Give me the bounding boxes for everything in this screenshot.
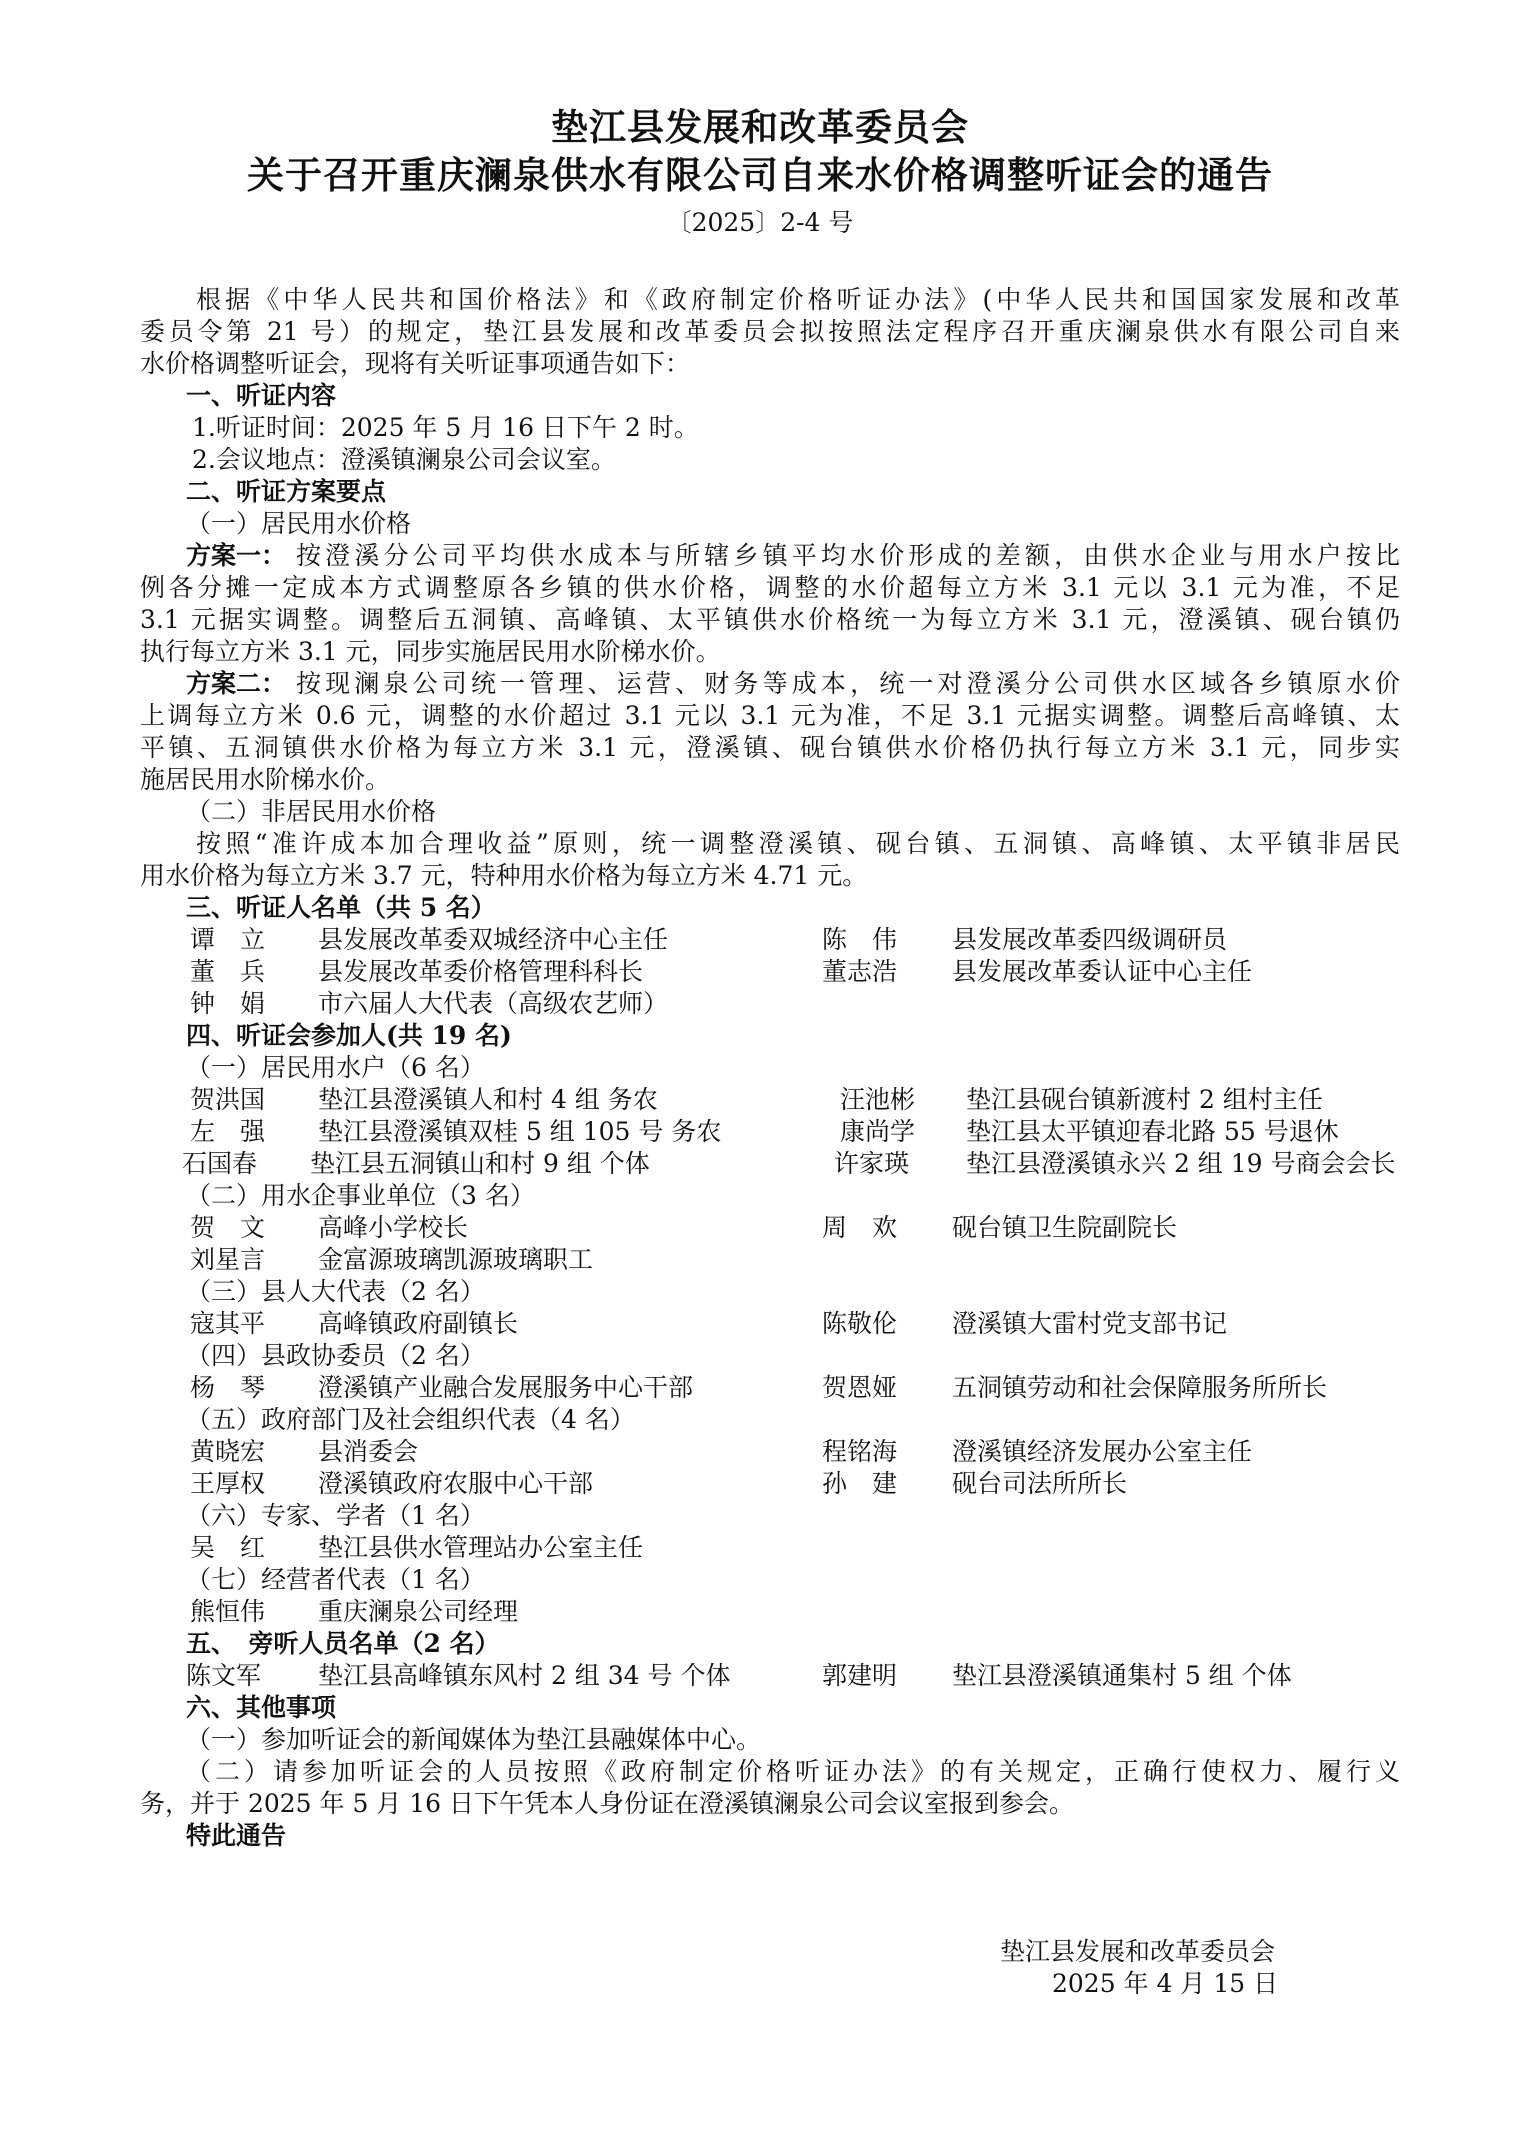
plan-1-line: 例各分摊一定成本方式调整原各乡镇的供水价格，调整的水价超每立方米 3.1 元以 3.1 元为准，不足 <box>140 573 1400 602</box>
other-item-2-line: （二）请参加听证会的人员按照《政府制定价格听证办法》的有关规定，正确行使权力、履行义 <box>186 1757 1400 1786</box>
plan-2-line: 上调每立方米 0.6 元，调整的水价超过 3.1 元以 3.1 元为准，不足 3.1 元据实调整。调整后高峰镇、太 <box>140 701 1400 730</box>
intro-line-3: 水价格调整听证会，现将有关听证事项通告如下： <box>140 349 691 378</box>
person-name: 程铭海 <box>822 1437 898 1466</box>
nonresidential-line: 用水价格为每立方米 3.7 元，特种用水价格为每立方米 4.71 元。 <box>140 861 868 890</box>
person-name: 贺 文 <box>190 1213 266 1242</box>
person-name: 周 欢 <box>822 1213 898 1242</box>
person-title: 县发展改革委价格管理科科长 <box>318 957 644 986</box>
signature-date: 2025 年 4 月 15 日 <box>1052 1969 1279 1998</box>
person-name: 陈敬伦 <box>822 1309 898 1338</box>
intro-line-1: 根据《中华人民共和国价格法》和《政府制定价格听证办法》(中华人民共和国国家发展和改革 <box>196 285 1400 314</box>
person-name: 石国春 <box>182 1149 258 1178</box>
person-title: 澄溪镇政府农服中心干部 <box>318 1469 594 1498</box>
person-name: 贺洪国 <box>190 1085 266 1114</box>
person-name: 吴 红 <box>190 1533 266 1562</box>
signature-organization: 垫江县发展和改革委员会 <box>1000 1937 1276 1966</box>
person-title: 高峰小学校长 <box>318 1213 469 1242</box>
intro-line-2: 委员令第 21 号）的规定，垫江县发展和改革委员会拟按照法定程序召开重庆澜泉供水有限公司自来 <box>140 317 1400 346</box>
person-title: 县消委会 <box>318 1437 419 1466</box>
person-title: 垫江县澄溪镇通集村 5 组 个体 <box>952 1661 1292 1690</box>
plan-2-line: 按现澜泉公司统一管理、运营、财务等成本，统一对澄溪分公司供水区域各乡镇原水价 <box>296 669 1400 698</box>
person-name: 陈文军 <box>186 1661 262 1690</box>
person-title: 县发展改革委认证中心主任 <box>952 957 1253 986</box>
person-title: 垫江县高峰镇东风村 2 组 34 号 个体 <box>318 1661 731 1690</box>
person-title: 市六届人大代表（高级农艺师） <box>318 989 669 1018</box>
plan-1-line: 执行每立方米 3.1 元，同步实施居民用水阶梯水价。 <box>140 637 721 666</box>
hearing-place: 2.会议地点：澄溪镇澜泉公司会议室。 <box>192 445 616 474</box>
plan-2-line: 平镇、五洞镇供水价格为每立方米 3.1 元，澄溪镇、砚台镇供水价格仍执行每立方米 3.1 元，同步实 <box>140 733 1400 762</box>
person-title: 垫江县澄溪镇人和村 4 组 务农 <box>318 1085 658 1114</box>
person-title: 县发展改革委四级调研员 <box>952 925 1228 954</box>
person-title: 澄溪镇产业融合发展服务中心干部 <box>318 1373 694 1402</box>
group-heading: （七）经营者代表（1 名） <box>186 1565 485 1594</box>
person-name: 左 强 <box>190 1117 266 1146</box>
person-title: 垫江县砚台镇新渡村 2 组村主任 <box>966 1085 1323 1114</box>
section-heading: 四、听证会参加人(共 19 名) <box>186 1021 512 1050</box>
group-heading: （二）用水企事业单位（3 名） <box>186 1181 535 1210</box>
person-name: 汪池彬 <box>840 1085 916 1114</box>
person-name: 郭建明 <box>822 1661 898 1690</box>
hearing-time: 1.听证时间：2025 年 5 月 16 日下午 2 时。 <box>192 413 699 442</box>
person-title: 垫江县五洞镇山和村 9 组 个体 <box>310 1149 650 1178</box>
person-title: 澄溪镇大雷村党支部书记 <box>952 1309 1228 1338</box>
person-title: 县发展改革委双城经济中心主任 <box>318 925 669 954</box>
title-line-2: 关于召开重庆澜泉供水有限公司自来水价格调整听证会的通告 <box>247 153 1273 197</box>
group-heading: （三）县人大代表（2 名） <box>186 1277 485 1306</box>
person-title: 垫江县供水管理站办公室主任 <box>318 1533 644 1562</box>
person-title: 砚台司法所所长 <box>952 1469 1128 1498</box>
group-heading: （四）县政协委员（2 名） <box>186 1341 485 1370</box>
section-heading: 一、听证内容 <box>186 381 337 410</box>
person-title: 垫江县太平镇迎春北路 55 号退休 <box>966 1117 1339 1146</box>
person-name: 陈 伟 <box>822 925 898 954</box>
person-name: 刘星言 <box>190 1245 266 1274</box>
person-title: 金富源玻璃凯源玻璃职工 <box>318 1245 594 1274</box>
person-title: 垫江县澄溪镇双桂 5 组 105 号 务农 <box>318 1117 722 1146</box>
other-item-2-line: 务，并于 2025 年 5 月 16 日下午凭本人身份证在澄溪镇澜泉公司会议室报到参会。 <box>140 1789 1075 1818</box>
plan-2-label: 方案二： <box>186 669 287 698</box>
document-number: 〔2025〕2-4 号 <box>666 208 854 237</box>
person-title: 重庆澜泉公司经理 <box>318 1597 519 1626</box>
plan-2-line: 施居民用水阶梯水价。 <box>140 765 391 794</box>
plan-1-line: 3.1 元据实调整。调整后五洞镇、高峰镇、太平镇供水价格统一为每立方米 3.1 元，澄溪镇、砚台镇仍 <box>140 605 1400 634</box>
subsection-heading: （一）居民用水价格 <box>186 509 412 538</box>
person-name: 孙 建 <box>822 1469 898 1498</box>
person-name: 杨 琴 <box>190 1373 266 1402</box>
person-title: 五洞镇劳动和社会保障服务所所长 <box>952 1373 1328 1402</box>
group-heading: （五）政府部门及社会组织代表（4 名） <box>186 1405 635 1434</box>
group-heading: （一）居民用水户（6 名） <box>186 1053 485 1082</box>
plan-1-line: 按澄溪分公司平均供水成本与所辖乡镇平均水价形成的差额，由供水企业与用水户按比 <box>296 541 1400 570</box>
person-title: 垫江县澄溪镇永兴 2 组 19 号商会会长 <box>966 1149 1396 1178</box>
person-name: 康尚学 <box>840 1117 916 1146</box>
person-name: 贺恩娅 <box>822 1373 898 1402</box>
person-name: 谭 立 <box>190 925 266 954</box>
section-heading: 六、其他事项 <box>186 1693 337 1722</box>
group-heading: （六）专家、学者（1 名） <box>186 1501 485 1530</box>
person-name: 黄晓宏 <box>190 1437 266 1466</box>
subsection-heading: （二）非居民用水价格 <box>186 797 437 826</box>
section-heading: 二、听证方案要点 <box>186 477 387 506</box>
other-item-1: （一）参加听证会的新闻媒体为垫江县融媒体中心。 <box>186 1725 762 1754</box>
person-name: 许家瑛 <box>834 1149 910 1178</box>
person-title: 高峰镇政府副镇长 <box>318 1309 519 1338</box>
section-heading: 五、 旁听人员名单（2 名） <box>186 1629 500 1658</box>
person-name: 寇其平 <box>190 1309 266 1338</box>
closing-text: 特此通告 <box>186 1821 287 1850</box>
person-name: 钟 娟 <box>190 989 266 1018</box>
person-name: 王厚权 <box>190 1469 266 1498</box>
person-title: 砚台镇卫生院副院长 <box>952 1213 1178 1242</box>
person-name: 董 兵 <box>190 957 266 986</box>
title-line-1: 垫江县发展和改革委员会 <box>551 105 969 149</box>
person-name: 熊恒伟 <box>190 1597 266 1626</box>
person-title: 澄溪镇经济发展办公室主任 <box>952 1437 1253 1466</box>
section-heading: 三、听证人名单（共 5 名） <box>186 893 496 922</box>
nonresidential-line: 按照“准许成本加合理收益”原则，统一调整澄溪镇、砚台镇、五洞镇、高峰镇、太平镇非居民 <box>196 829 1400 858</box>
plan-1-label: 方案一： <box>186 541 287 570</box>
person-name: 董志浩 <box>822 957 898 986</box>
